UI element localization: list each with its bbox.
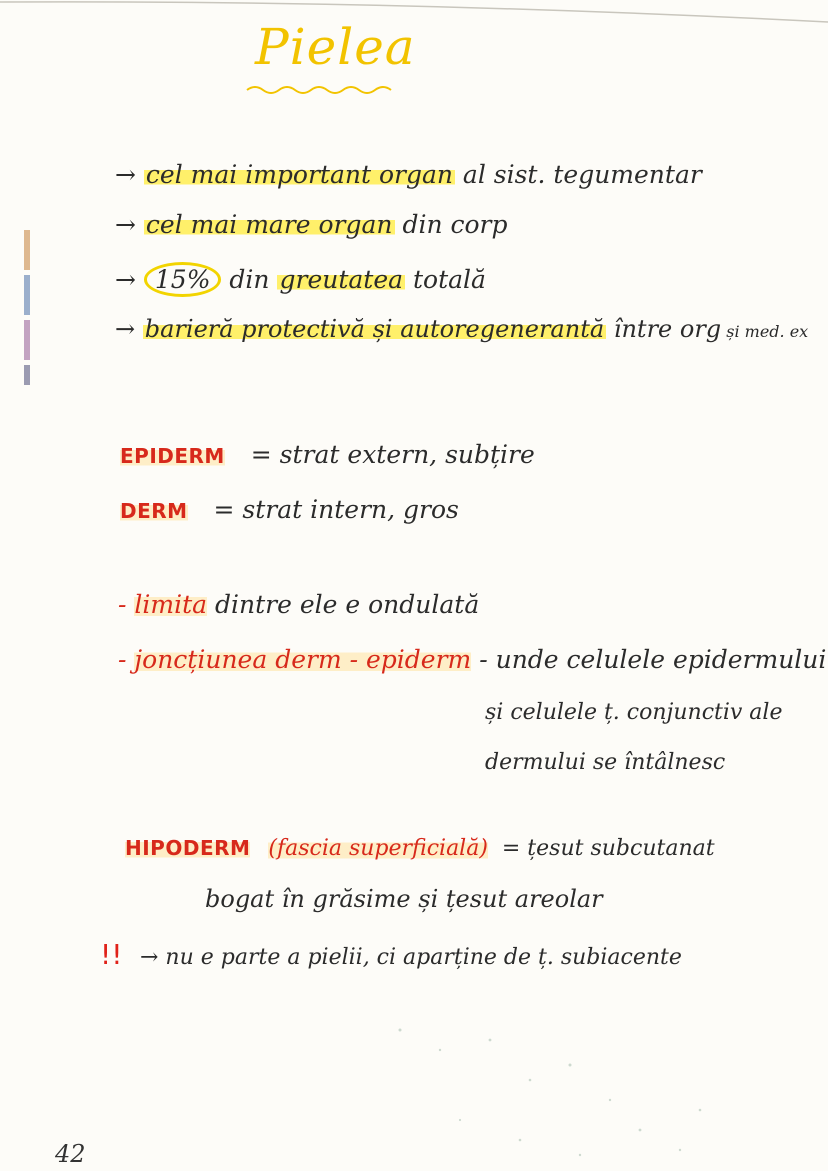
bullet-line [115,315,808,343]
dash-mark: - [118,590,127,619]
bullet-text: totală [405,265,486,294]
note-continuation: și celulele ț. conjunctiv ale [485,700,783,725]
layer-def: = strat intern, gros [213,495,459,524]
bullet-text: din [221,265,278,294]
layer-definition [120,495,459,524]
warning-text: → nu e parte a pielii, ci aparține de ț. subiacente [140,945,682,970]
layer-term: EPIDERM [120,444,225,468]
page-number: 42 [55,1140,86,1168]
page-title: Pielea [255,18,416,76]
hypoderm-def-cont: bogat în grăsime și țesut areolar [205,885,603,913]
note-line [118,645,826,674]
warning-mark: !! [100,938,123,971]
note-term: limita [134,590,208,619]
layer-definition [120,440,535,469]
hypoderm-def: = țesut subcutanat [501,836,715,861]
bullet-line [115,210,508,239]
note-continuation: dermului se întâlnesc [485,750,726,775]
highlighted-text: barieră protectivă și autoregenerantă [144,315,605,343]
hypoderm-alias: (fascia superficială) [268,836,488,861]
arrow-mark: → [115,160,136,189]
bullet-text: al sist. tegumentar [454,160,702,189]
circled-value: 15% [144,262,222,297]
arrow-mark: → [115,265,136,294]
highlighted-text: cel mai mare organ [145,210,393,239]
dash-mark: - [118,645,127,674]
layer-def: = strat extern, subțire [250,440,535,469]
note-text: dintre ele e ondulată [207,590,480,619]
note-text: - unde celulele epidermului [471,645,827,674]
bullet-text: între org [606,315,722,343]
highlighted-text: cel mai important organ [145,160,453,189]
layer-term: DERM [120,499,188,523]
note-term: joncțiunea derm - epiderm [134,645,472,674]
small-text: și med. ex [721,322,809,341]
arrow-mark: → [115,210,136,239]
note-line [118,590,479,619]
layer-term: HIPODERM [125,836,251,860]
bullet-line [115,262,486,297]
bullet-line [115,160,702,189]
highlighted-text: greutatea [279,265,404,294]
hypoderm-definition [125,832,715,861]
arrow-mark: → [115,315,136,343]
bullet-text: din corp [394,210,508,239]
title-underline [245,82,405,98]
margin-colour-marks [20,230,36,390]
ink-bleed-dots [380,1010,740,1170]
